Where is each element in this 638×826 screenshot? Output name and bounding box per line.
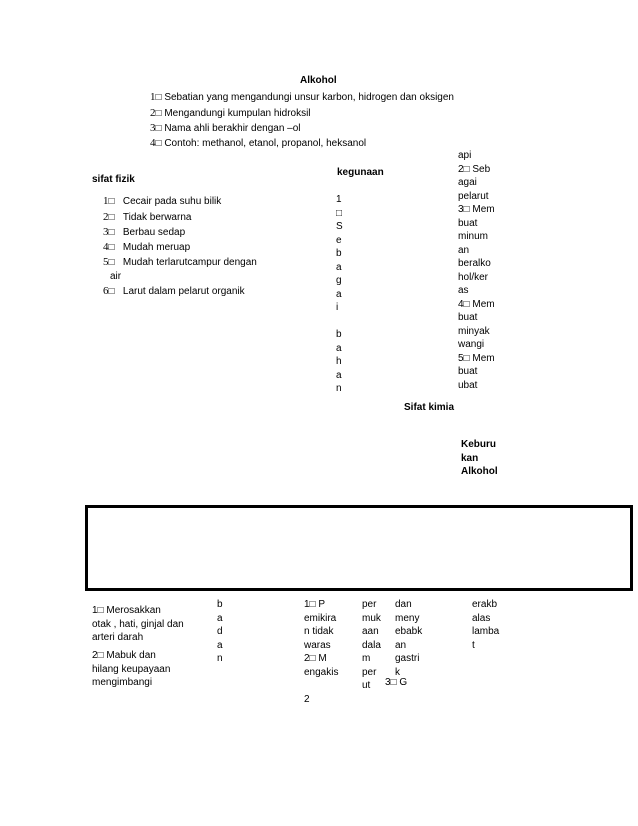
item-number: 3 — [103, 226, 109, 238]
list-item — [103, 226, 185, 239]
checkbox-icon: □ — [155, 92, 162, 103]
text-line: a — [336, 342, 342, 354]
bottom-column-dan — [395, 598, 422, 679]
list-item — [103, 285, 245, 298]
text-line: per — [362, 666, 377, 678]
text-line: dala — [362, 639, 381, 651]
item-number: 1 — [150, 91, 156, 103]
intro-item — [150, 137, 366, 150]
intro-text: Sebatian yang mengandungi unsur karbon, hidrogen dan oksigen — [164, 92, 454, 103]
text-line: buat — [458, 312, 478, 323]
item-number: 4 — [103, 241, 109, 253]
text-line: 2□ M — [304, 653, 327, 664]
checkbox-icon: □ — [155, 123, 162, 134]
list-item-text: Berbau sedap — [122, 227, 186, 238]
text-line: e — [336, 234, 342, 246]
kegunaan-column-2 — [458, 149, 495, 392]
text-line: k — [395, 666, 400, 678]
text-line: agai — [458, 177, 477, 188]
list-item — [103, 241, 190, 254]
text-line: hilang keupayaan — [92, 663, 171, 675]
list-item-text: Cecair pada suhu bilik — [122, 196, 222, 207]
text-line: engakis — [304, 666, 339, 678]
text-line: buat — [458, 366, 478, 377]
text-line: g — [336, 275, 342, 286]
text-line: b — [217, 599, 223, 610]
item-number: 1 — [103, 195, 109, 207]
text-line: a — [336, 369, 342, 381]
bottom-middle-column — [304, 598, 338, 706]
bottom-left-item-1 — [92, 604, 184, 645]
text-line: waras — [304, 639, 331, 651]
item-number: 3 — [150, 122, 156, 134]
text-line: lamba — [472, 626, 500, 637]
intro-text: Nama ahli berakhir dengan –ol — [164, 123, 301, 134]
checkbox-icon: □ — [155, 138, 162, 149]
text-line: dan — [395, 599, 412, 610]
text-line: alas — [472, 612, 491, 624]
page-title: Alkohol — [300, 75, 337, 86]
empty-box — [85, 505, 633, 591]
checkbox-icon: □ — [108, 227, 115, 238]
checkbox-icon: □ — [155, 108, 162, 119]
text-line: n — [336, 383, 342, 394]
text-line: a — [217, 612, 223, 624]
text-line: an — [395, 639, 407, 651]
badan-column — [217, 598, 223, 666]
kegunaan-column-1 — [336, 193, 343, 396]
text-line: ut — [362, 680, 371, 691]
sifat-kimia-heading: Sifat kimia — [404, 402, 455, 413]
text-line: meny — [395, 612, 420, 624]
text-line — [336, 315, 343, 329]
list-item-text: Mudah meruap — [122, 242, 191, 253]
text-line: an — [458, 244, 470, 256]
text-line: a — [217, 639, 223, 651]
text-line: b — [336, 329, 342, 340]
intro-item — [150, 91, 454, 104]
list-item — [103, 211, 191, 224]
text-line: 1□ Merosakkan — [92, 605, 161, 616]
text-line: n — [217, 653, 223, 664]
text-line: buat — [458, 217, 478, 229]
text-line: 1□ P — [304, 599, 326, 610]
item-number: 4 — [150, 137, 156, 149]
bottom-left-item-2 — [92, 649, 170, 690]
text-line: aan — [362, 626, 379, 637]
text-line: 2□ Seb — [458, 163, 491, 175]
item-number: 6 — [103, 285, 109, 297]
item-number: 2 — [150, 107, 156, 119]
list-item — [103, 256, 257, 269]
intro-item — [150, 107, 311, 120]
text-line: 4□ Mem — [458, 298, 495, 310]
text-line: muk — [362, 612, 381, 624]
sifat-fizik-heading: sifat fizik — [92, 174, 135, 185]
text-line: otak , hati, ginjal dan — [92, 618, 184, 630]
text-line: a — [336, 261, 342, 273]
list-item-text: Mudah terlarutcampur dengan — [122, 257, 257, 268]
keburukan-line: Alkohol — [461, 466, 498, 477]
text-line: ubat — [458, 379, 478, 391]
text-line: i — [336, 302, 339, 313]
text-line: emikira — [304, 612, 337, 624]
intro-text: Contoh: methanol, etanol, propanol, heksanol — [164, 138, 367, 149]
list-item-text: Tidak berwarna — [122, 212, 192, 223]
item-number: 5 — [103, 256, 109, 268]
text-line: 2□ Mabuk dan — [92, 650, 156, 661]
text-line: per — [362, 599, 377, 610]
text-line: hol/ker — [458, 271, 489, 283]
text-line: d — [217, 626, 223, 637]
text-line: b — [336, 248, 342, 259]
bottom-column-per — [362, 598, 381, 693]
text-line: n tidak — [304, 626, 334, 637]
text-line: t — [472, 639, 475, 651]
list-item-text: Larut dalam pelarut organik — [122, 286, 245, 297]
list-item-wrap: air — [110, 271, 122, 282]
checkbox-icon: □ — [108, 257, 115, 268]
text-line: 2 — [304, 693, 310, 705]
text-line — [304, 679, 338, 693]
intro-text: Mengandungi kumpulan hidroksil — [164, 108, 311, 119]
text-line: mengimbangi — [92, 677, 153, 688]
checkbox-icon: □ — [108, 196, 115, 207]
bottom-item-3: 3□ G — [385, 677, 408, 688]
text-line: gastri — [395, 653, 420, 664]
checkbox-icon: □ — [108, 212, 115, 223]
keburukan-line: Keburu — [461, 439, 496, 450]
text-line: as — [458, 285, 469, 296]
text-line: erakb — [472, 599, 498, 610]
text-line: ebabk — [395, 626, 423, 637]
text-line: 3□ Mem — [458, 204, 495, 215]
text-line: 1 — [336, 194, 342, 205]
text-line: □ — [336, 207, 343, 219]
text-line: arteri darah — [92, 632, 144, 643]
checkbox-icon: □ — [108, 242, 115, 253]
text-line: h — [336, 356, 342, 367]
text-line: m — [362, 653, 371, 664]
text-line: minyak — [458, 325, 490, 337]
kegunaan-heading: kegunaan — [337, 167, 384, 178]
list-item — [103, 195, 221, 208]
text-line: pelarut — [458, 190, 489, 202]
text-line: wangi — [458, 339, 485, 350]
keburukan-heading — [461, 438, 498, 479]
text-line: beralko — [458, 258, 491, 269]
text-line: 5□ Mem — [458, 352, 495, 364]
checkbox-icon: □ — [108, 286, 115, 297]
text-line: S — [336, 221, 343, 232]
intro-item — [150, 122, 301, 135]
text-line: minum — [458, 231, 489, 242]
keburukan-line: kan — [461, 452, 479, 464]
text-line: api — [458, 150, 472, 161]
item-number: 2 — [103, 211, 109, 223]
bottom-right-column — [472, 598, 499, 652]
text-line: a — [336, 288, 342, 300]
